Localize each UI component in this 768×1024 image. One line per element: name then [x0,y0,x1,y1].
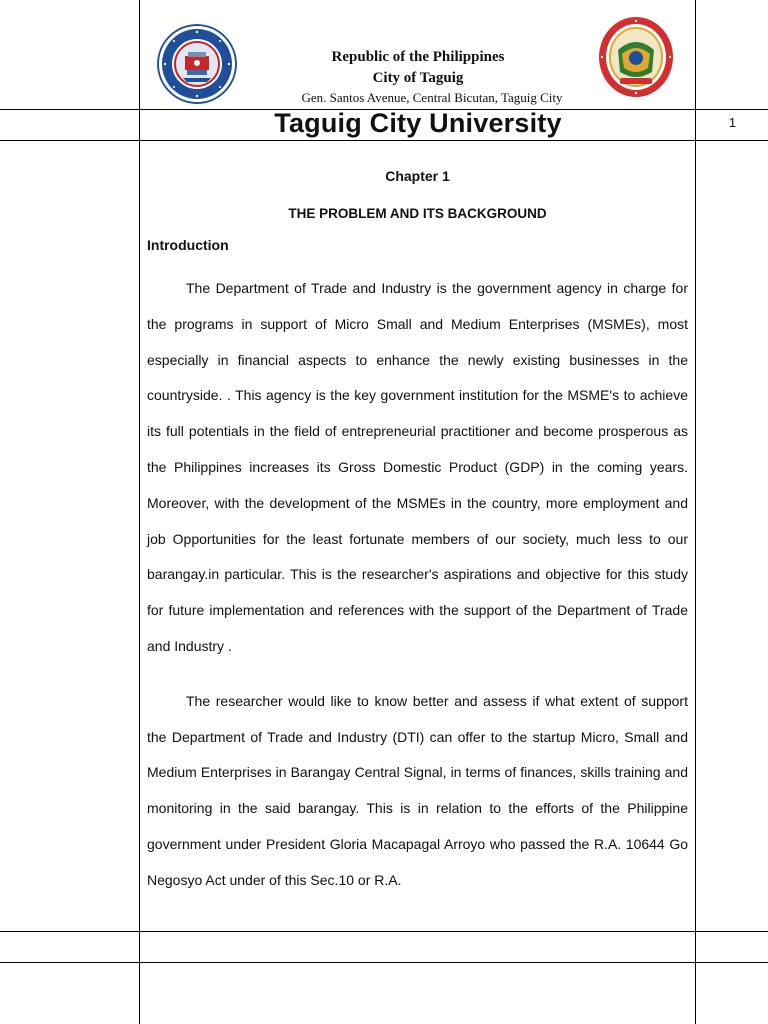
frame-left-rule [139,0,140,1024]
page-number: 1 [728,115,737,130]
header-rule-bottom [0,140,768,141]
address-line: Gen. Santos Avenue, Central Bicutan, Taguig City [301,90,563,105]
paragraph: The researcher would like to know better and assess if what extent of support the Department of Trade and Industry (DTI) can offer to the startup Micro, Small and Medium Enterprises in Barangay Central Signal, in terms of finances, skills training and monitoring in the said barangay. This is in relation to the efforts of the Philippine government under President Gloria Macapagal Arroyo who passed the R.A. 10644 Go Negosyo Act under of this Sec.10 or R.A. [147,692,688,888]
city-heading: City of Taguig [372,70,464,86]
chapter-title: THE PROBLEM AND ITS BACKGROUND [288,206,547,221]
paragraph: The Department of Trade and Industry is the government agency in charge for the programs in support of Micro Small and Medium Enterprises (MSMEs), most especially in financial aspects to enhance the newly existing businesses in the countryside. . This agency is the key government institution for the MSME's to achieve its full potentials in the field of entrepreneurial practitioner and become prosperous as the Philippines increases its Gross Domestic Product (GDP) in the coming years. Moreover, with the development of the MSMEs in the country, more employment and job Opportunities for the least fortunate members of our society, much less to our barangay.in particular. This is the researcher's aspirations and objective for this study for future implementation and references with the support of the Department of Trade and Industry . [147,280,688,654]
university-title: Taguig City University [274,108,562,138]
footer-rule-bottom [0,962,768,963]
footer-rule-top [0,931,768,932]
frame-right-rule [695,0,696,1024]
chapter-label: Chapter 1 [385,168,450,184]
republic-heading: Republic of the Philippines [331,49,505,65]
document-body [147,160,688,899]
section-heading: Introduction [147,237,229,253]
